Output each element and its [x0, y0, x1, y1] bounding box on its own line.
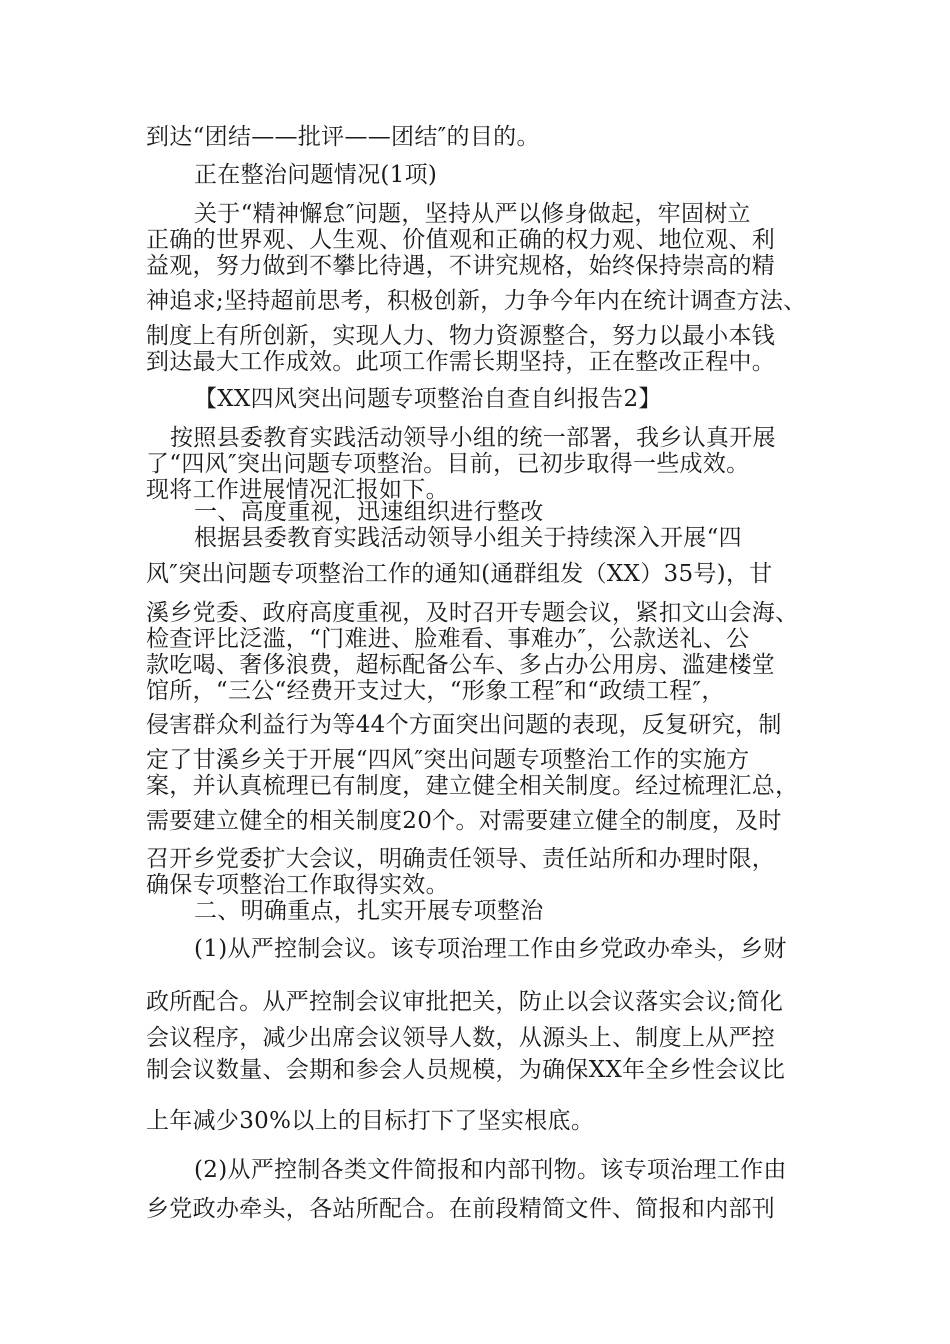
section-heading: 二、明确重点，扎实开展专项整治: [194, 898, 544, 924]
text-line: 神追求;坚持超前思考，积极创新，力争今年内在统计调查方法、: [146, 288, 807, 314]
text-line: 召开乡党委扩大会议，明确责任领导、责任站所和办理时限，: [146, 846, 776, 872]
text-line: 定了甘溪乡关于开展“四风″突出问题专项整治工作的实施方: [146, 747, 750, 773]
text-line: 检查评比泛滥，“门难进、脸难看、事难办″，公款送礼、公: [146, 626, 750, 652]
text-line: 关于“精神懈怠″问题，坚持从严以修身做起，牢固树立: [194, 201, 751, 227]
text-line: 到达“团结——批评——团结″的目的。: [146, 124, 540, 150]
text-line: 现将工作进展情况汇报如下。: [146, 477, 449, 503]
text-line: 乡党政办牵头，各站所配合。在前段精简文件、简报和内部刊: [146, 1196, 776, 1222]
text-line: 风″突出问题专项整治工作的通知(通群组发（XX）35号)，甘: [146, 561, 773, 587]
text-line: 政所配合。从严控制会议审批把关，防止以会议落实会议;简化: [146, 989, 784, 1015]
text-line: 制度上有所创新，实现人力、物力资源整合，努力以最小本钱: [146, 323, 776, 349]
text-line: 案，并认真梳理已有制度，建立健全相关制度。经过梳理汇总，: [146, 773, 799, 799]
text-line: 制会议数量、会期和参会人员规模，为确保XX年全乡性会议比: [146, 1057, 786, 1083]
text-line: 侵害群众利益行为等44个方面突出问题的表现，反复研究，制: [146, 712, 782, 738]
text-line: 确保专项整治工作取得实效。: [146, 872, 449, 898]
text-line: 上年减少30%以上的目标打下了坚实根底。: [146, 1108, 595, 1134]
text-line: 溪乡党委、政府高度重视，及时召开专题会议，紧扣文山会海、: [146, 600, 799, 626]
text-line: 正确的世界观、人生观、价值观和正确的权力观、地位观、利: [146, 227, 776, 253]
text-line: 按照县委教育实践活动领导小组的统一部署，我乡认真开展: [170, 425, 776, 451]
text-line: 益观，努力做到不攀比待遇，不讲究规格，始终保持崇高的精: [146, 253, 776, 279]
text-line: 需要建立健全的相关制度20个。对需要建立健全的制度，及时: [146, 808, 782, 834]
section-subtitle: 正在整治问题情况(1项): [194, 162, 438, 188]
text-line: 了“四风″突出问题专项整治。目前，已初步取得一些成效。: [146, 451, 750, 477]
text-line: 到达最大工作成效。此项工作需长期坚持，正在整改正程中。: [146, 349, 776, 375]
text-line: 根据县委教育实践活动领导小组关于持续深入开展“四: [194, 525, 742, 551]
section-heading: 一、高度重视，迅速组织进行整改: [194, 499, 544, 525]
text-line: (2)从严控制各类文件简报和内部刊物。该专项治理工作由: [194, 1157, 787, 1183]
text-line: 馆所，“三公“经费开支过大，“形象工程″和“政绩工程″，: [146, 678, 725, 704]
report-title: 【XX四风突出问题专项整治自查自纠报告2】: [194, 386, 662, 412]
text-line: (1)从严控制会议。该专项治理工作由乡党政办牵头，乡财: [194, 936, 787, 962]
text-line: 会议程序，减少出席会议领导人数，从源头上、制度上从严控: [146, 1025, 776, 1051]
text-line: 款吃喝、奢侈浪费，超标配备公车、多占办公用房、滥建楼堂: [146, 652, 776, 678]
